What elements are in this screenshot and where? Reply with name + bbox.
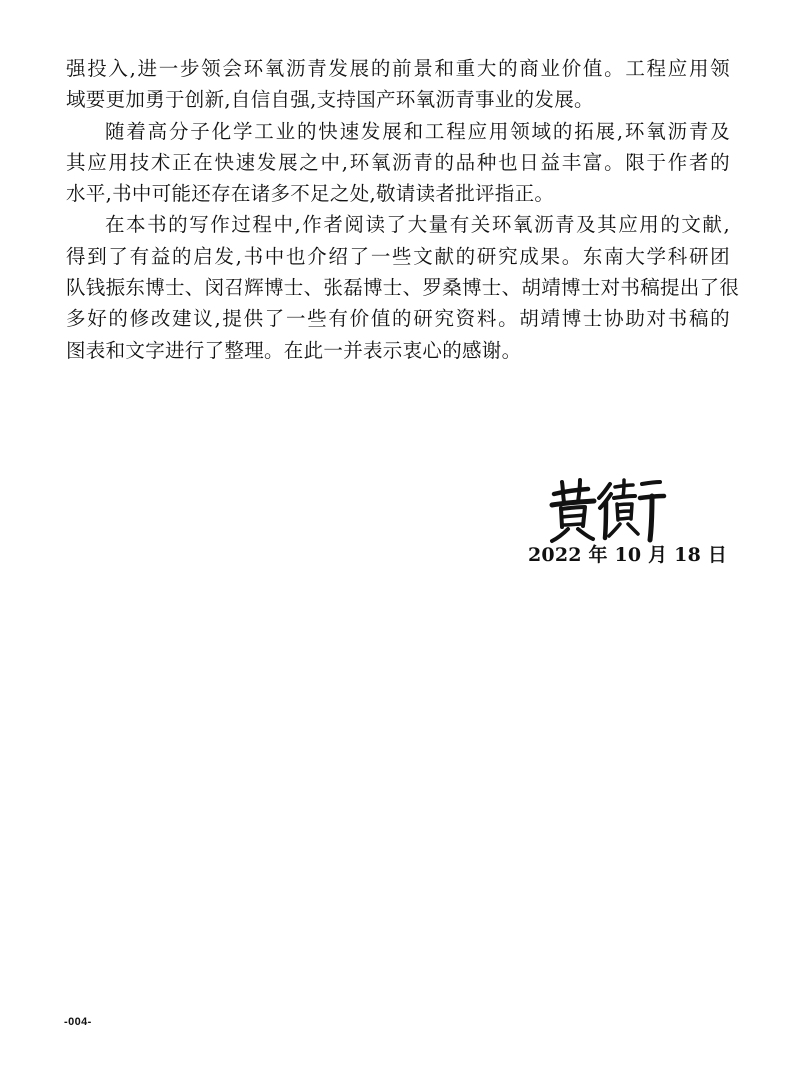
body-text xyxy=(66,53,740,366)
handwritten-signature xyxy=(548,474,668,544)
text-line: 域要更加勇于创新,自信自强,支持国产环氧沥青事业的发展。 xyxy=(66,88,594,112)
paragraph-3 xyxy=(66,209,740,365)
text-line: 得到了有益的启发,书中也介绍了一些文献的研究成果。东南大学科研团 xyxy=(66,244,730,268)
text-line: 随着高分子化学工业的快速发展和工程应用领域的拓展,环氧沥青及 xyxy=(105,119,730,143)
text-line: 多好的修改建议,提供了一些有价值的研究资料。胡靖博士协助对书稿的 xyxy=(66,307,730,331)
date-line: 2022 年 10 月 18 日 xyxy=(528,544,728,566)
text-line: 队钱振东博士、闵召辉博士、张磊博士、罗桑博士、胡靖博士对书稿提出了很 xyxy=(66,276,740,300)
paragraph-2 xyxy=(66,116,730,210)
page-number: -004- xyxy=(64,1016,92,1028)
text-line: 强投入,进一步领会环氧沥青发展的前景和重大的商业价值。工程应用领 xyxy=(66,57,730,80)
text-line: 在本书的写作过程中,作者阅读了大量有关环氧沥青及其应用的文献, xyxy=(105,213,730,237)
text-line: 图表和文字进行了整理。在此一并表示衷心的感谢。 xyxy=(66,338,522,362)
text-line: 其应用技术正在快速发展之中,环氧沥青的品种也日益丰富。限于作者的 xyxy=(66,150,730,174)
paragraph-1 xyxy=(66,53,730,116)
text-line: 水平,书中可能还存在诸多不足之处,敬请读者批评指正。 xyxy=(66,182,555,206)
